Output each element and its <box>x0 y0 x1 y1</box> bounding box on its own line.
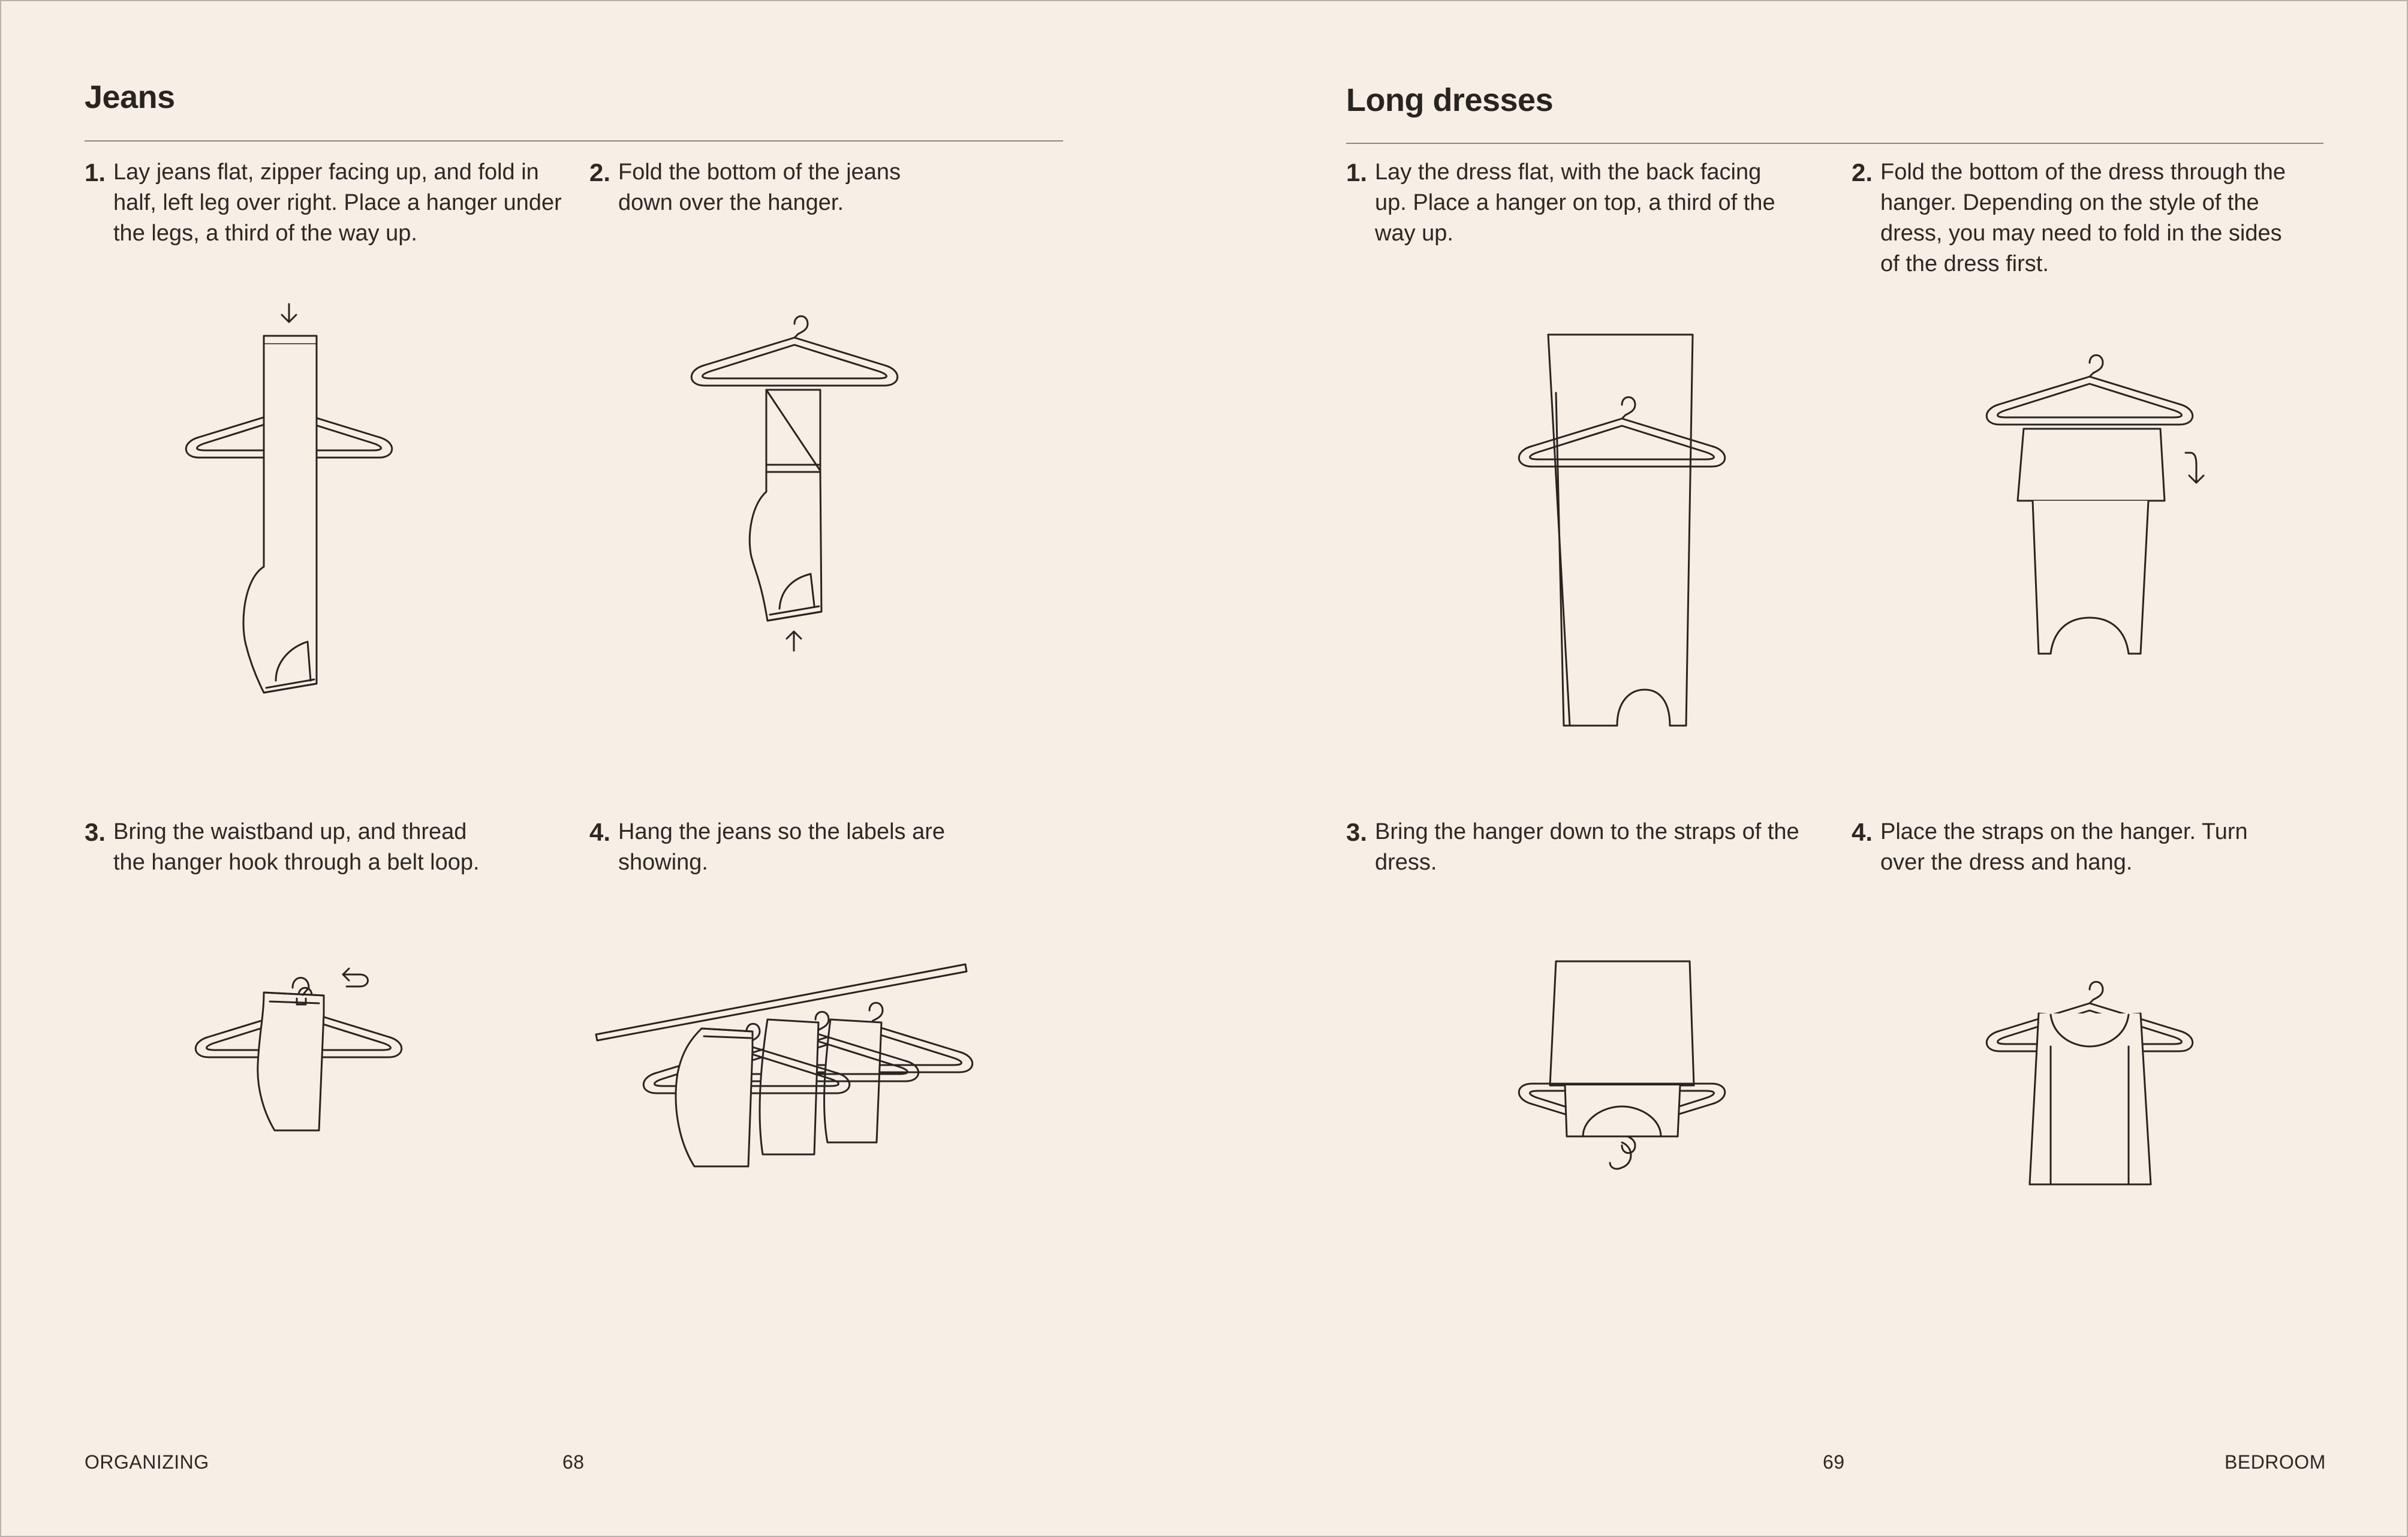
footer-section-label: ORGANIZING <box>85 1451 209 1473</box>
jeans-step-1 <box>85 157 564 249</box>
jeans-step-4-illustration <box>594 960 1013 1175</box>
dress-step-1-illustration <box>1490 330 1754 738</box>
dress-step-2-illustration <box>1958 330 2240 666</box>
dress-step-1 <box>1346 157 1778 249</box>
step-number: 4. <box>589 818 611 846</box>
dress-step-4 <box>1852 817 2295 878</box>
dress-step-2 <box>1852 157 2295 279</box>
step-text: Lay the dress flat, with the back facing up. Place a hanger on top, a third of the way up. <box>1375 160 1775 246</box>
section-title-long-dresses: Long dresses <box>1346 82 1554 118</box>
step-text: Bring the waistband up, and thread the hanger hook through a belt loop. <box>113 819 480 875</box>
arrow-up-icon <box>787 631 801 651</box>
jeans-step-4 <box>589 817 961 878</box>
curved-arrow-left-icon <box>343 968 368 986</box>
section-title-jeans: Jeans <box>85 79 175 115</box>
section-divider <box>1346 143 2323 144</box>
dress-step-3-illustration <box>1487 957 1763 1184</box>
page-number: 68 <box>562 1451 585 1473</box>
step-text: Bring the hanger down to the straps of the dress. <box>1375 819 1799 875</box>
step-text: Fold the bottom of the dress through the hanger. Depending on the style of the dress, you may need to fold in the sides of the dress first. <box>1880 160 2286 276</box>
dress-step-4-illustration <box>1958 960 2240 1187</box>
arrow-down-icon <box>282 304 296 322</box>
step-number: 2. <box>1852 158 1873 187</box>
jeans-step-3-illustration <box>180 957 432 1136</box>
page-number: 69 <box>1823 1451 1845 1473</box>
step-text: Hang the jeans so the labels are showing. <box>618 819 946 875</box>
step-text: Place the straps on the hanger. Turn over the dress and hang. <box>1880 819 2248 875</box>
jeans-step-3 <box>85 817 504 878</box>
step-number: 3. <box>1346 818 1368 846</box>
step-number: 4. <box>1852 818 1873 846</box>
step-number: 1. <box>85 158 106 187</box>
jeans-step-2 <box>589 157 961 218</box>
step-text: Fold the bottom of the jeans down over the hanger. <box>618 160 901 215</box>
dress-step-3 <box>1346 817 1802 878</box>
step-number: 3. <box>85 818 106 846</box>
curved-arrow-down-icon <box>2186 453 2204 483</box>
jeans-step-1-illustration <box>156 297 432 705</box>
jeans-step-2-illustration <box>654 303 941 663</box>
hanger-icon <box>691 316 898 386</box>
step-number: 1. <box>1346 158 1368 187</box>
step-number: 2. <box>589 158 611 187</box>
section-divider <box>85 140 1063 142</box>
hanger-icon <box>1986 355 2193 425</box>
step-text: Lay jeans flat, zipper facing up, and fold in half, left leg over right. Place a hanger under the legs, a third of the way up. <box>113 160 562 246</box>
footer-section-label: BEDROOM <box>2225 1451 2326 1473</box>
